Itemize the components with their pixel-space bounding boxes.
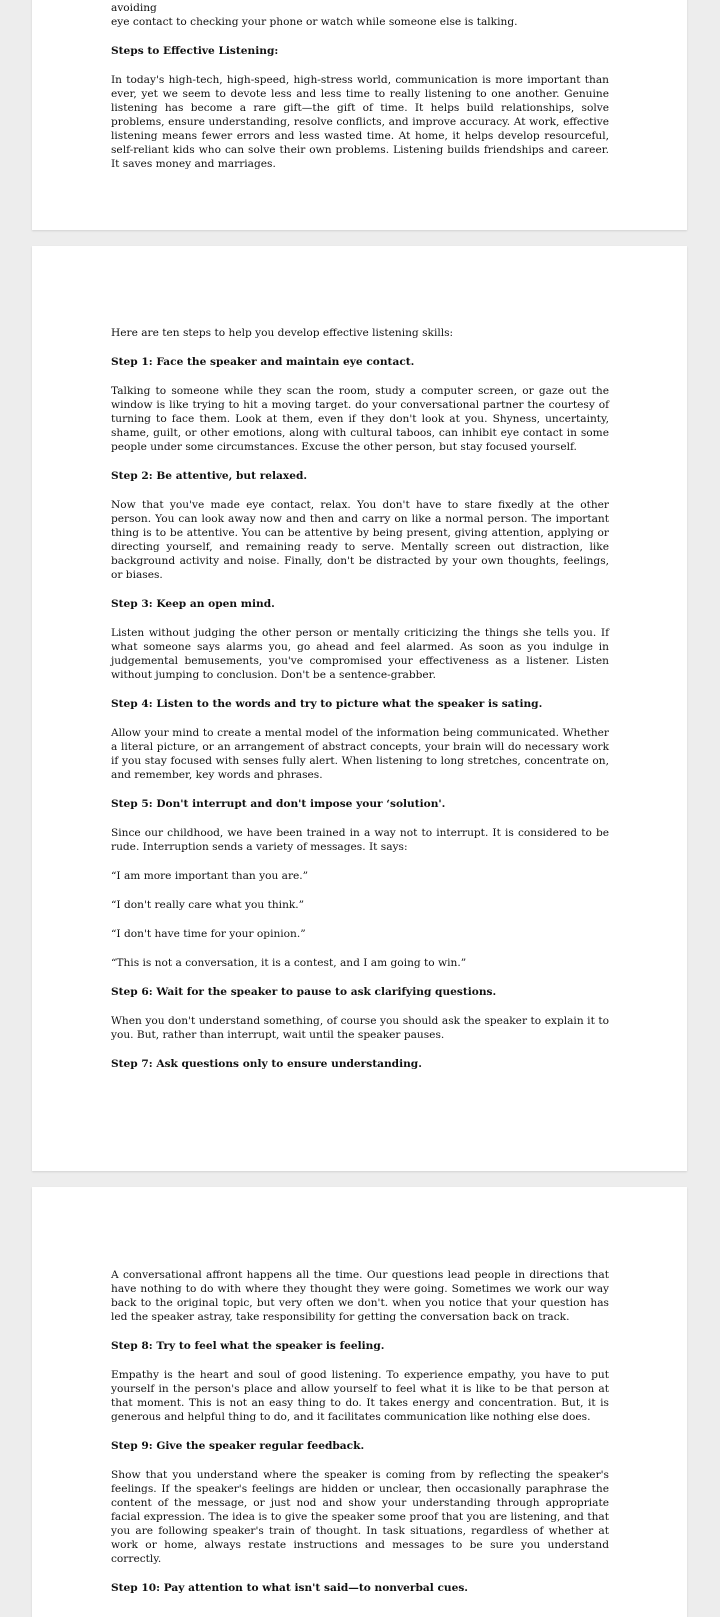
document-page-2 <box>32 246 687 1171</box>
step-5-title: Step 5: Don't interrupt and don't impose your ‘solution'. <box>111 798 446 810</box>
step-6-text: When you don't understand something, of course you should ask the speaker to explain it to you. But, rather than interrupt, wait until the speaker pauses. <box>111 1015 609 1041</box>
page-3-paragraph: A conversational affront happens all the time. Our questions lead people in directions that have nothing to do with where they thought they were going. Sometimes we work our way back to the original topic, but very often we don't. when you notice that your question has led the speaker astray, take responsibility for getting the conversation back on track. <box>111 1269 609 1323</box>
intro-paragraph: In today's high-tech, high-speed, high-stress world, communication is more important than ever, yet we seem to devote less and less time to really listening to one another. Genuine listening has become a rare gift—the gift of time. It helps build relationships, solve problems, ensure understanding, resolve conflicts, and improve accuracy. At work, effective listening means fewer errors and less wasted time. At home, it helps develop resourceful, self-reliant kids who can solve their own problems. Listening builds friendships and career. It saves money and marriages. <box>111 74 609 170</box>
partial-line-top: avoiding <box>111 2 157 14</box>
step-5-text: Since our childhood, we have been trained in a way not to interrupt. It is considered to be rude. Interruption sends a variety of messages. It says: <box>111 827 609 853</box>
step-9-text: Show that you understand where the speaker is coming from by reflecting the speaker's feelings. If the speaker's feelings are hidden or unclear, then occasionally paraphrase the content of the message, or just nod and show your understanding through appropriate facial expression. The idea is to give the speaker some proof that you are listening, and that you are following speaker's train of thought. In task situations, regardless of whether at work or home, always restate instructions and messages to be sure you understand correctly. <box>111 1469 609 1565</box>
quote-1: “I am more important than you are.” <box>111 870 309 882</box>
step-9-title: Step 9: Give the speaker regular feedback. <box>111 1440 365 1452</box>
step-8-text: Empathy is the heart and soul of good listening. To experience empathy, you have to put yourself in the person's place and allow yourself to feel what it is like to be that person at that moment. This is not an easy thing to do. It takes energy and concentration. But, it is generous and helpful thing to do, and it facilitates communication like nothing else does. <box>111 1369 609 1423</box>
step-10-title: Step 10: Pay attention to what isn't said—to nonverbal cues. <box>111 1582 468 1594</box>
step-8-title: Step 8: Try to feel what the speaker is feeling. <box>111 1340 385 1352</box>
partial-line: eye contact to checking your phone or watch while someone else is talking. <box>111 16 518 28</box>
step-7-title: Step 7: Ask questions only to ensure understanding. <box>111 1058 422 1070</box>
step-2-title: Step 2: Be attentive, but relaxed. <box>111 470 308 482</box>
step-1-title: Step 1: Face the speaker and maintain eye contact. <box>111 356 415 368</box>
step-6-title: Step 6: Wait for the speaker to pause to ask clarifying questions. <box>111 986 497 998</box>
steps-lead: Here are ten steps to help you develop effective listening skills: <box>111 327 454 339</box>
document-page-3 <box>32 1187 687 1617</box>
step-4-title: Step 4: Listen to the words and try to picture what the speaker is sating. <box>111 698 543 710</box>
step-4-text: Allow your mind to create a mental model of the information being communicated. Whether a literal picture, or an arrangement of abstract concepts, your brain will do necessary work if you stay focused with senses fully alert. When listening to long stretches, concentrate on, and remember, key words and phrases. <box>111 727 609 781</box>
document-page-1 <box>32 0 687 230</box>
step-3-text: Listen without judging the other person or mentally criticizing the things she tells you. If what someone says alarms you, go ahead and feel alarmed. As soon as you indulge in judgemental bemusements, you've compromised your effectiveness as a listener. Listen without jumping to conclusion. Don't be a sentence-grabber. <box>111 627 609 681</box>
section-heading: Steps to Effective Listening: <box>111 45 279 57</box>
quote-4: “This is not a conversation, it is a contest, and I am going to win.” <box>111 957 467 969</box>
step-1-text: Talking to someone while they scan the room, study a computer screen, or gaze out the window is like trying to hit a moving target. do your conversational partner the courtesy of turning to face them. Look at them, even if they don't look at you. Shyness, uncertainty, shame, guilt, or other emotions, along with cultural taboos, can inhibit eye contact in some people under some circumstances. Excuse the other person, but stay focused yourself. <box>111 385 609 453</box>
quote-3: “I don't have time for your opinion.” <box>111 928 306 940</box>
step-2-text: Now that you've made eye contact, relax. You don't have to stare fixedly at the other person. You can look away now and then and carry on like a normal person. The important thing is to be attentive. You can be attentive by being present, giving attention, applying or directing yourself, and remaining ready to serve. Mentally screen out distraction, like background activity and noise. Finally, don't be distracted by your own thoughts, feelings, or biases. <box>111 499 609 581</box>
quote-2: “I don't really care what you think.” <box>111 899 305 911</box>
step-3-title: Step 3: Keep an open mind. <box>111 598 275 610</box>
